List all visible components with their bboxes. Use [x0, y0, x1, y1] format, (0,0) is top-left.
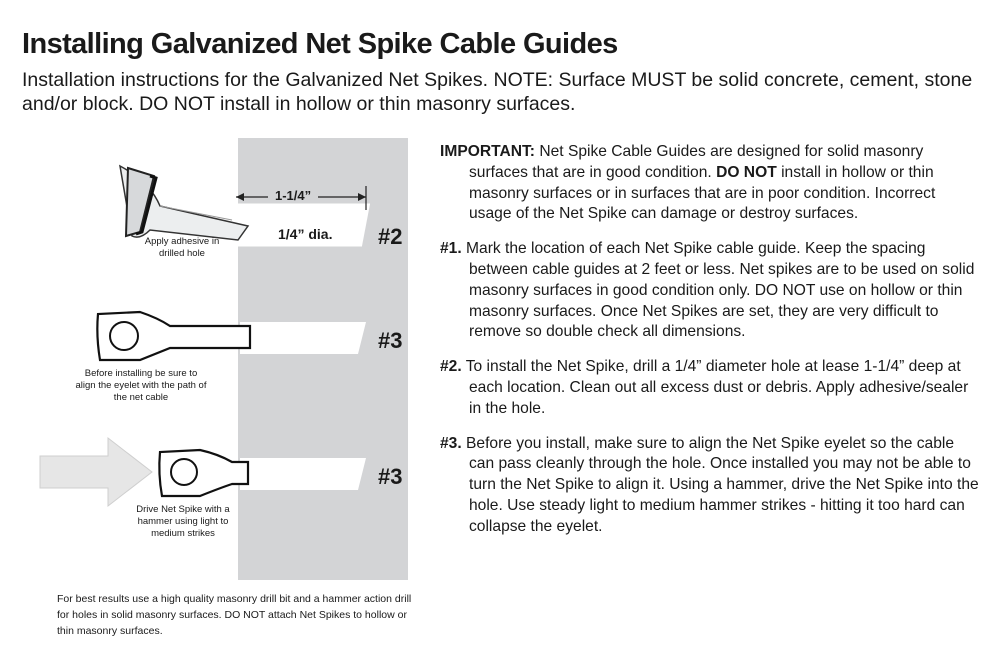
diameter-label: 1/4” dia. [278, 226, 333, 242]
depth-label: 1-1/4” [275, 188, 312, 203]
spike-with-adhesive-illustration [120, 166, 248, 240]
important-paragraph [440, 142, 980, 225]
step1-caption: Apply adhesive in drilled hole [144, 236, 220, 259]
hole-cutout-middle [240, 322, 366, 354]
step1-number: #2 [378, 224, 403, 249]
step-1-label: #1. [440, 240, 462, 258]
step-3-label: #3. [440, 434, 462, 452]
diagram-footnote: For best results use a high quality masonry drill bit and a hammer action drill for holes in solid masonry surfaces. DO NOT attach Net Spikes to hollow or thin masonry surfaces. [57, 593, 412, 637]
hole-cutout-bottom [240, 458, 366, 490]
installation-diagram [0, 0, 440, 664]
step-1-paragraph [440, 239, 980, 343]
step3-number: #3 [378, 464, 403, 489]
step-1-text: Mark the location of each Net Spike cable guide. Keep the spacing between cable guides at 2 feet or less. Net spikes are to be used on solid masonry surfaces in good condition only. DO NOT use on hollow or thin masonry surfaces. Once Net Spikes are set, they are very difficult to remove so double check all dimensions. [466, 240, 975, 341]
important-text-1: Net Spike Cable Guides are designed for solid masonry surfaces that are in good condition. [469, 143, 924, 181]
important-emphasis: DO NOT [716, 163, 777, 181]
instructions-panel [440, 142, 980, 552]
step-2-paragraph [440, 357, 980, 419]
page-title: Installing Galvanized Net Spike Cable Guides [22, 28, 618, 60]
step-2-label: #2. [440, 358, 462, 376]
important-label: IMPORTANT: [440, 143, 535, 160]
spike-align-eyelet-illustration [97, 312, 250, 360]
hammer-direction-arrow [40, 438, 152, 506]
step-2-text: To install the Net Spike, drill a 1/4” diameter hole at lease 1-1/4” deep at each location. Clean out all excess dust or debris. Apply adhesive/sealer in the hole. [465, 358, 969, 417]
step2-caption: Before installing be sure to align the eyelet with the path of the net cable [75, 368, 207, 403]
step3-caption: Drive Net Spike with a hammer using light to medium strikes [136, 504, 230, 539]
step-3-text: Before you install, make sure to align the Net Spike eyelet so the cable can pass cleanly through the hole. Once installed you may not be able to turn the Net Spike to align it. Using a hammer, drive the Net Spike into the hole. Use steady light to medium hammer strikes - hitting it too hard can collapse the eyelet. [466, 434, 979, 535]
spike-driven-illustration [159, 450, 248, 496]
page-subtitle: Installation instructions for the Galvanized Net Spikes. NOTE: Surface MUST be solid concrete, cement, stone and/or block. DO NOT install in hollow or thin masonry surfaces. [22, 69, 973, 115]
step-3-paragraph [440, 434, 980, 538]
step2-number: #3 [378, 328, 403, 353]
important-text-2: install in hollow or thin masonry surfaces or in surfaces that are in poor condition. Incorrect usage of the Net Spike can damage or destroy surfaces. [469, 163, 936, 223]
